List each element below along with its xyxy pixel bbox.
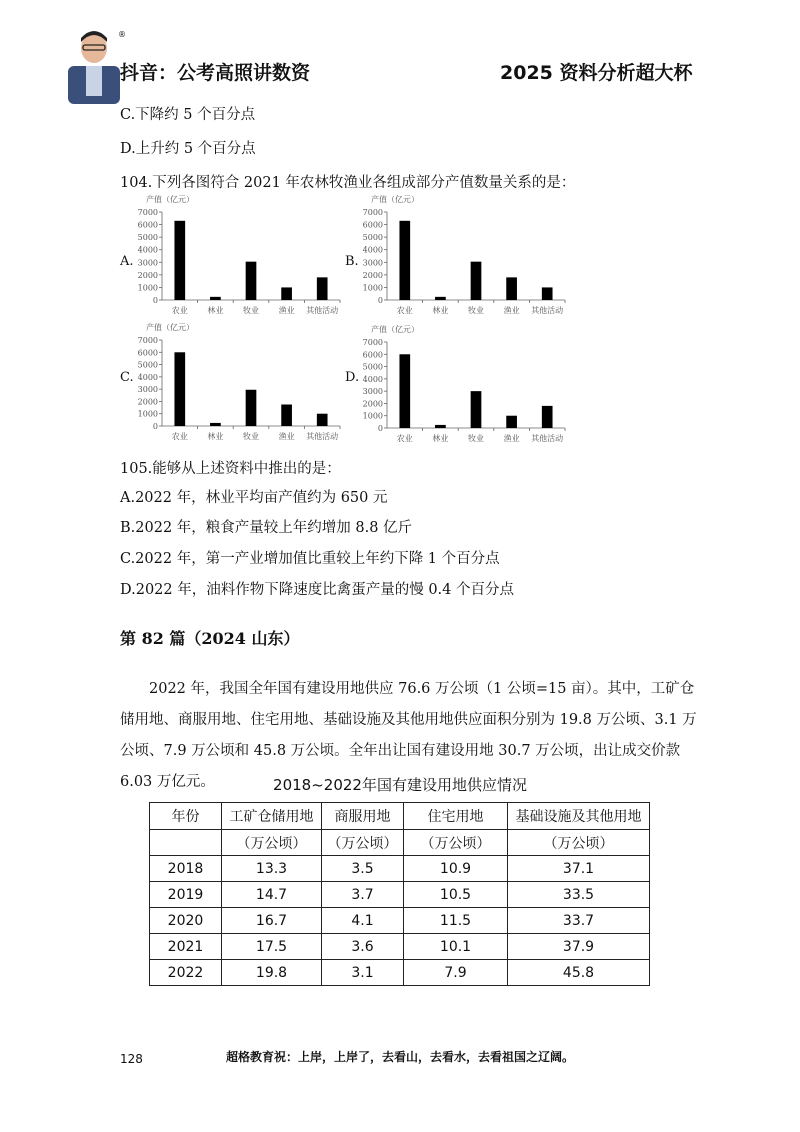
y-tick-label: 2000	[362, 270, 383, 280]
table-cell: 16.7	[222, 908, 322, 934]
bar-牧业	[246, 262, 257, 300]
y-tick-label: 7000	[362, 338, 383, 347]
y-tick-label: 7000	[362, 208, 383, 217]
y-tick-label: 4000	[362, 245, 383, 255]
y-tick-label: 1000	[362, 283, 383, 293]
x-tick-label: 渔业	[503, 434, 520, 443]
y-tick-label: 4000	[362, 374, 383, 384]
y-axis-label: 产值（亿元）	[371, 325, 419, 334]
table-cell: 10.9	[404, 856, 508, 882]
bar-林业	[210, 297, 221, 300]
bar-林业	[210, 423, 221, 426]
table-cell: 10.5	[404, 882, 508, 908]
unit-cell: （万公顷）	[404, 830, 508, 856]
section-title: 第 82 篇（2024 山东）	[120, 629, 300, 648]
table-cell: 10.1	[404, 934, 508, 960]
x-tick-label: 农业	[171, 306, 188, 315]
table-cell: 17.5	[222, 934, 322, 960]
x-tick-label: 农业	[171, 432, 188, 441]
chart-a-label: A.	[120, 254, 134, 269]
table-cell: 11.5	[404, 908, 508, 934]
table-cell: 19.8	[222, 960, 322, 986]
table-row	[150, 882, 650, 908]
y-tick-label: 6000	[137, 348, 158, 358]
unit-cell: （万公顷）	[508, 830, 650, 856]
table-cell: 3.7	[322, 882, 404, 908]
x-tick-label: 牧业	[243, 432, 259, 441]
y-tick-label: 0	[152, 422, 158, 431]
y-tick-label: 2000	[137, 397, 158, 407]
y-tick-label: 7000	[137, 208, 158, 217]
table-cell: 37.9	[508, 934, 650, 960]
chart-c-label: C.	[120, 370, 134, 385]
prev-option-d: D.上升约 5 个百分点	[120, 141, 256, 157]
y-tick-label: 6000	[362, 350, 383, 360]
bar-其他活动	[542, 287, 553, 300]
header-title: 2025 资料分析超大杯	[500, 62, 693, 84]
y-tick-label: 4000	[137, 245, 158, 255]
y-tick-label: 5000	[362, 362, 383, 372]
y-tick-label: 3000	[137, 258, 158, 268]
question-105: 105.能够从上述资料中推出的是：	[120, 461, 341, 477]
y-tick-label: 7000	[137, 336, 158, 345]
table-cell: 33.5	[508, 882, 650, 908]
unit-cell: （万公顷）	[322, 830, 404, 856]
bar-农业	[174, 221, 185, 300]
y-axis-label: 产值（亿元）	[371, 195, 419, 204]
bar-林业	[435, 297, 446, 300]
header-channel: 抖音：公考高照讲数资	[120, 62, 311, 84]
x-tick-label: 林业	[432, 306, 449, 315]
bar-渔业	[506, 277, 517, 300]
table-cell: 13.3	[222, 856, 322, 882]
table-cell: 2018	[150, 856, 222, 882]
y-tick-label: 1000	[137, 409, 158, 419]
table-cell: 7.9	[404, 960, 508, 986]
chart-option-c	[130, 318, 345, 446]
y-tick-label: 5000	[137, 233, 158, 243]
bar-其他活动	[542, 406, 553, 428]
table-cell: 2022	[150, 960, 222, 986]
x-tick-label: 林业	[432, 434, 449, 443]
bar-农业	[399, 221, 410, 300]
q105-option-b: B.2022 年，粮食产量较上年约增加 8.8 亿斤	[120, 520, 413, 536]
y-tick-label: 5000	[137, 360, 158, 370]
header-commercial: 商服用地	[322, 803, 404, 830]
table-cell: 2021	[150, 934, 222, 960]
bar-农业	[399, 354, 410, 428]
chart-option-a	[130, 190, 345, 320]
bar-牧业	[246, 390, 257, 426]
x-tick-label: 牧业	[468, 306, 484, 315]
x-tick-label: 渔业	[278, 432, 295, 441]
x-tick-label: 渔业	[503, 306, 520, 315]
chart-option-b	[355, 190, 570, 320]
y-tick-label: 3000	[137, 385, 158, 395]
x-tick-label: 其他活动	[306, 306, 339, 315]
table-cell: 3.1	[322, 960, 404, 986]
x-tick-label: 其他活动	[531, 306, 564, 315]
x-tick-label: 林业	[207, 432, 224, 441]
y-axis-label: 产值（亿元）	[146, 323, 194, 332]
bar-农业	[174, 352, 185, 426]
table-row	[150, 856, 650, 882]
x-tick-label: 农业	[396, 434, 413, 443]
bar-渔业	[281, 287, 292, 300]
unit-cell: （万公顷）	[222, 830, 322, 856]
x-tick-label: 林业	[207, 306, 224, 315]
bar-其他活动	[317, 414, 328, 426]
bar-其他活动	[317, 277, 328, 300]
y-tick-label: 3000	[362, 387, 383, 397]
table-cell: 33.7	[508, 908, 650, 934]
y-tick-label: 0	[377, 424, 383, 433]
header-industrial: 工矿仓储用地	[222, 803, 322, 830]
x-tick-label: 牧业	[243, 306, 259, 315]
table-row	[150, 934, 650, 960]
y-tick-label: 6000	[362, 220, 383, 230]
bar-林业	[435, 425, 446, 428]
header-year: 年份	[150, 803, 222, 830]
prev-option-c: C.下降约 5 个百分点	[120, 107, 256, 123]
bar-渔业	[281, 405, 292, 427]
y-tick-label: 4000	[137, 372, 158, 382]
y-tick-label: 2000	[362, 399, 383, 409]
author-avatar	[68, 26, 120, 104]
chart-b-label: B.	[345, 254, 359, 269]
y-tick-label: 6000	[137, 220, 158, 230]
footer-slogan: 超格教育祝：上岸，上岸了，去看山，去看水，去看祖国之辽阔。	[225, 1050, 574, 1064]
bar-渔业	[506, 416, 517, 428]
question-104: 104.下列各图符合 2021 年农林牧渔业各组成部分产值数量关系的是：	[120, 175, 576, 191]
y-tick-label: 1000	[137, 283, 158, 293]
y-tick-label: 0	[152, 296, 158, 305]
y-tick-label: 1000	[362, 411, 383, 421]
y-tick-label: 5000	[362, 233, 383, 243]
y-tick-label: 0	[377, 296, 383, 305]
table-cell: 3.6	[322, 934, 404, 960]
page-number: 128	[120, 1052, 143, 1066]
q105-option-c: C.2022 年，第一产业增加值比重较上年约下降 1 个百分点	[120, 551, 500, 567]
y-tick-label: 3000	[362, 258, 383, 268]
x-tick-label: 牧业	[468, 434, 484, 443]
y-tick-label: 2000	[137, 270, 158, 280]
trademark-badge: ®	[118, 30, 126, 39]
table-cell: 3.5	[322, 856, 404, 882]
x-tick-label: 渔业	[278, 306, 295, 315]
x-tick-label: 农业	[396, 306, 413, 315]
table-row	[150, 908, 650, 934]
bar-牧业	[471, 262, 482, 300]
table-row	[150, 960, 650, 986]
q105-option-d: D.2022 年，油料作物下降速度比禽蛋产量的慢 0.4 个百分点	[120, 582, 515, 598]
table-cell: 2020	[150, 908, 222, 934]
bar-牧业	[471, 391, 482, 428]
table-cell: 37.1	[508, 856, 650, 882]
header-infrastructure: 基础设施及其他用地	[508, 803, 650, 830]
table-cell: 14.7	[222, 882, 322, 908]
table-cell: 4.1	[322, 908, 404, 934]
y-axis-label: 产值（亿元）	[146, 195, 194, 204]
header-residential: 住宅用地	[404, 803, 508, 830]
unit-cell-year	[150, 830, 222, 856]
table-cell: 2019	[150, 882, 222, 908]
x-tick-label: 其他活动	[306, 432, 339, 441]
land-supply-table	[149, 802, 650, 986]
x-tick-label: 其他活动	[531, 434, 564, 443]
table-cell: 45.8	[508, 960, 650, 986]
chart-d-label: D.	[345, 370, 360, 385]
table-unit-row	[150, 830, 650, 856]
table-title: 2018~2022年国有建设用地供应情况	[273, 776, 527, 794]
chart-option-d	[355, 320, 570, 448]
q105-option-a: A.2022 年，林业平均亩产值约为 650 元	[120, 490, 388, 506]
section-paragraph: 2022 年，我国全年国有建设用地供应 76.6 万公顷（1 公顷=15 亩）。其中，工矿仓储用地、商服用地、住宅用地、基础设施及其他用地供应面积分别为 19.8 万公顷、3.1 万公顷、7.9 万公顷和 45.8 万公顷。全年出让国有建设用地 30.7 万公顷，出让成交价款 6.03 万亿元。	[120, 681, 697, 790]
table-header-row	[150, 803, 650, 830]
